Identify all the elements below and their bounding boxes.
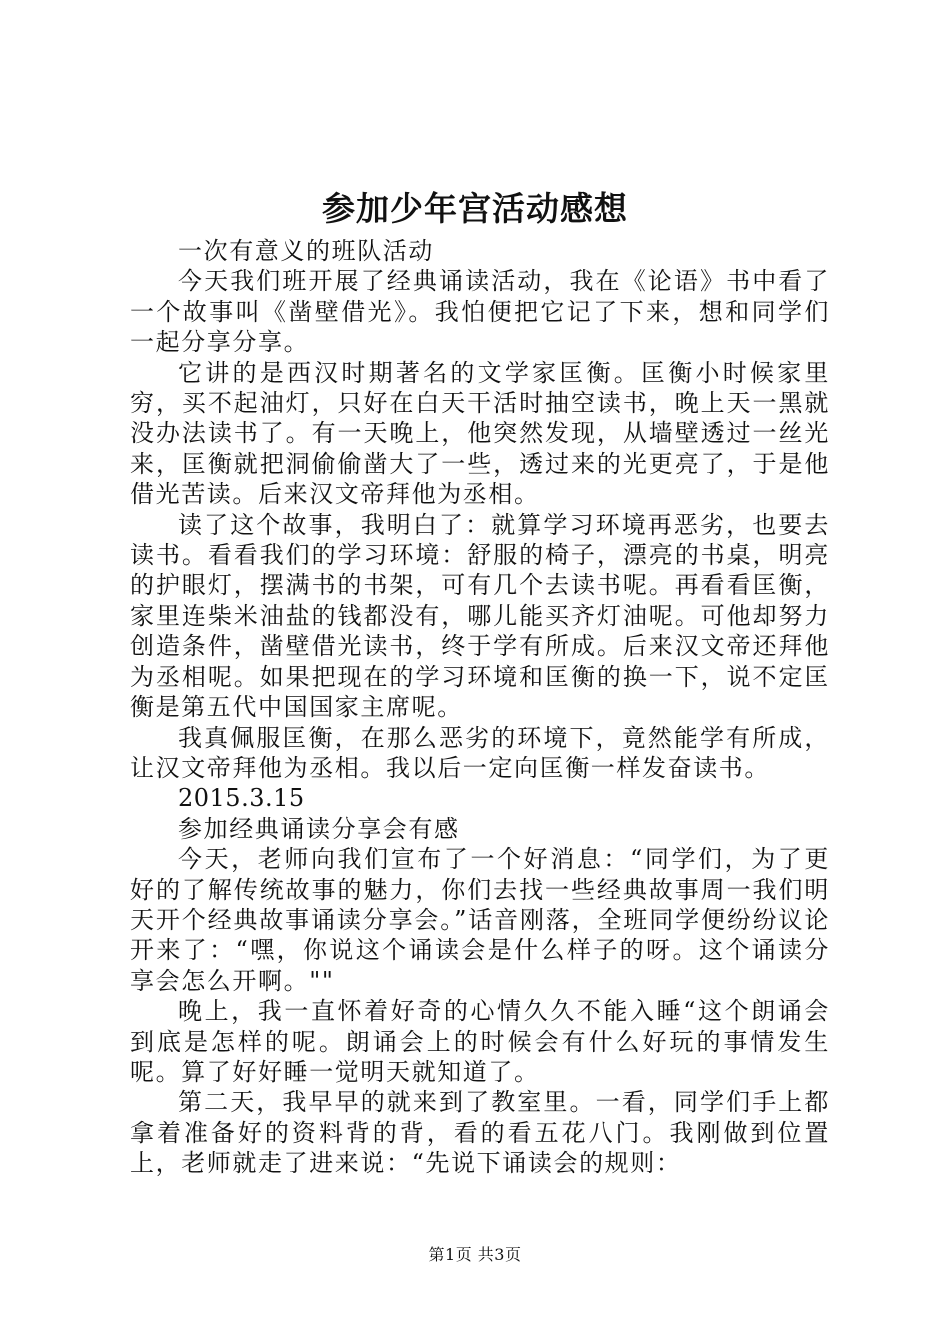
document-body [130,236,830,1179]
paragraph: 今天，老师向我们宣布了一个好消息：“同学们，为了更好的了解传统故事的魅力，你们去找一些经典故事周一我们明天开个经典故事诵读分享会。”话音刚落，全班同学便纷纷议论开来了：“嘿，你说这个诵读会是什么样子的呀。这个诵读分享会怎么开啊。"" [130,845,830,995]
paragraph: 晚上，我一直怀着好奇的心情久久不能入睡“这个朗诵会到底是怎样的呢。朗诵会上的时候会有什么好玩的事情发生呢。算了好好睡一觉明天就知道了。 [130,997,830,1086]
paragraph: 我真佩服匡衡，在那么恶劣的环境下，竟然能学有所成，让汉文帝拜他为丞相。我以后一定向匡衡一样发奋读书。 [130,723,830,782]
paragraph: 第二天，我早早的就来到了教室里。一看，同学们手上都拿着准备好的资料背的背，看的看五花八门。我刚做到位置上，老师就走了进来说：“先说下诵读会的规则： [130,1088,830,1178]
date-line: 2015.3.15 [178,784,305,813]
page-title: 参加少年宫活动感想 [322,189,628,228]
page-footer: 第1页 共3页 [428,1245,522,1264]
paragraph: 今天我们班开展了经典诵读活动，我在《论语》书中看了一个故事叫《凿壁借光》。我怕便把它记了下来，想和同学们一起分享分享。 [130,267,830,357]
section-heading: 参加经典诵读分享会有感 [178,814,460,843]
paragraph: 它讲的是西汉时期著名的文学家匡衡。匡衡小时候家里穷，买不起油灯，只好在白天干活时抽空读书，晚上天一黑就没办法读书了。有一天晚上，他突然发现，从墙壁透过一丝光来，匡衡就把洞偷偷凿大了一些，透过来的光更亮了，于是他借光苦读。后来汉文帝拜他为丞相。 [130,358,830,509]
section-heading: 一次有意义的班队活动 [178,237,434,265]
paragraph: 读了这个故事，我明白了：就算学习环境再恶劣，也要去读书。看看我们的学习环境：舒服的椅子，漂亮的书桌，明亮的护眼灯，摆满书的书架，可有几个去读书呢。再看看匡衡，家里连柴米油盐的钱都没有，哪儿能买齐灯油呢。可他却努力创造条件，凿壁借光读书，终于学有所成。后来汉文帝还拜他为丞相呢。如果把现在的学习环境和匡衡的换一下，说不定匡衡是第五代中国国家主席呢。 [130,510,830,722]
